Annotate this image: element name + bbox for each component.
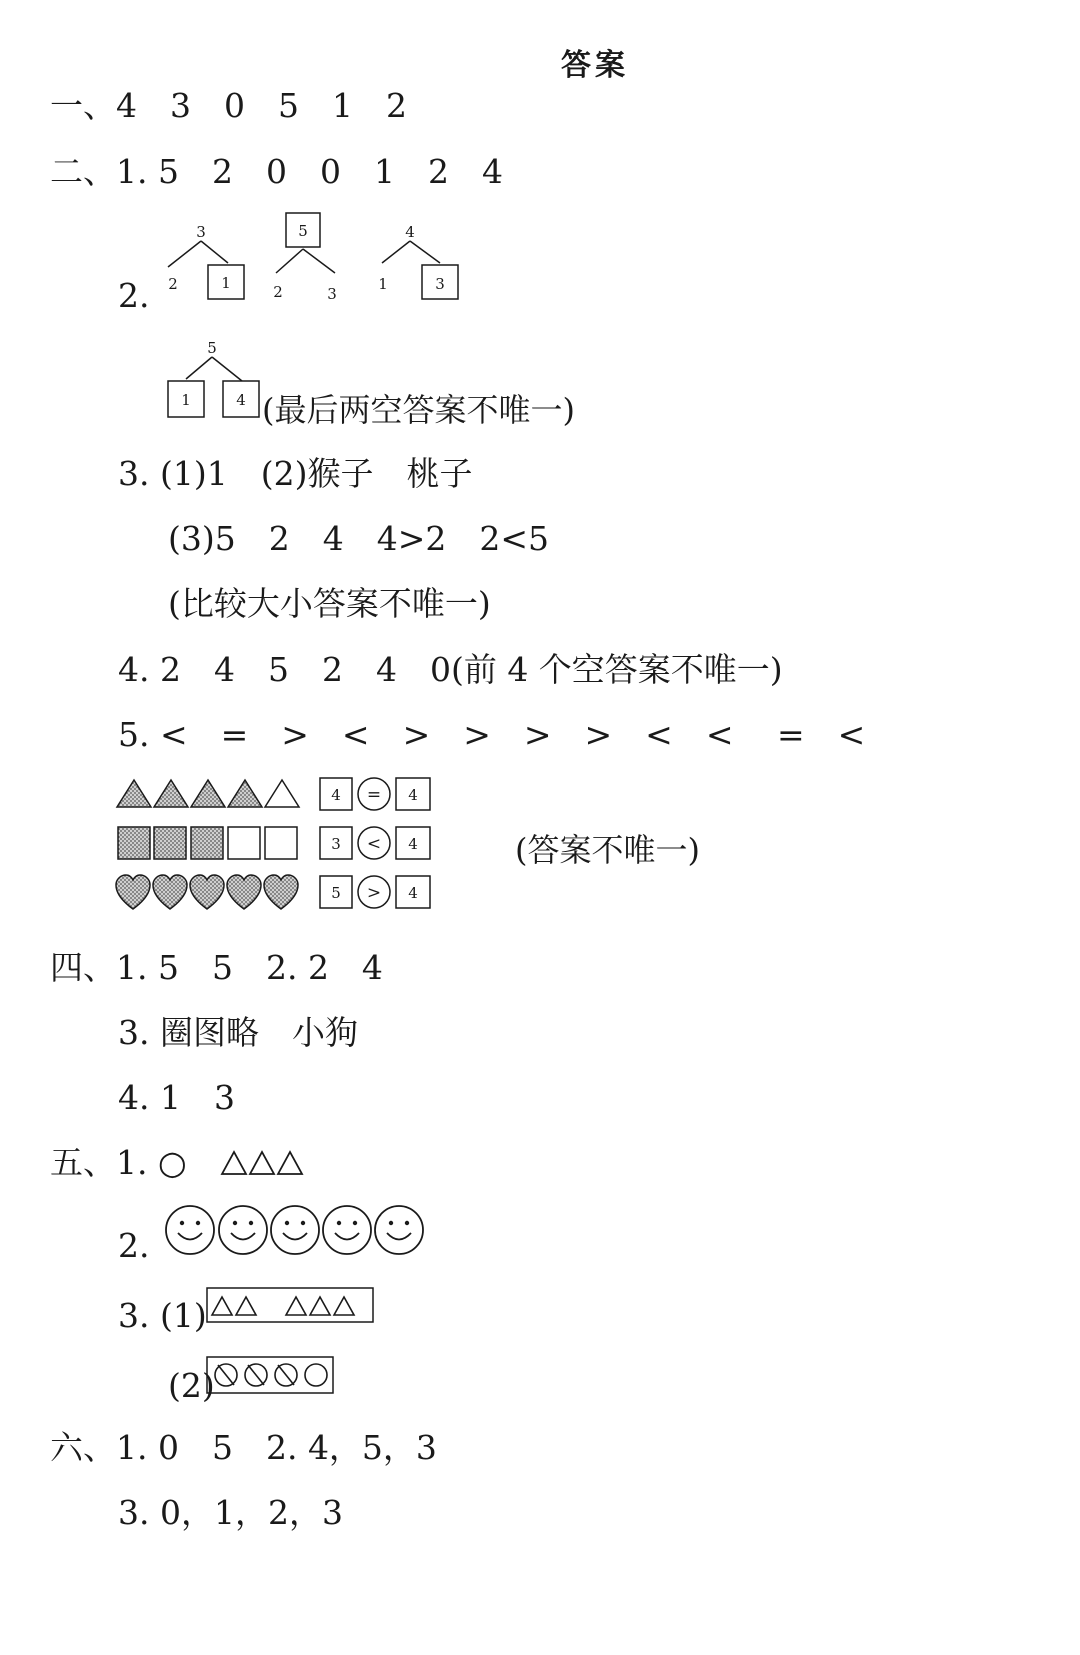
compare-right: 4 [408, 835, 418, 853]
compare-note: (答案不唯一) [515, 831, 700, 869]
section-4-q3: 3. 圈图略 小狗 [118, 1013, 358, 1052]
compare-figure [114, 772, 444, 924]
section-1-answers: 一、4 3 0 5 1 2 [50, 86, 407, 125]
tree-left: 1 [378, 275, 388, 293]
section-4-q4: 4. 1 3 [118, 1078, 235, 1117]
section-5-q3-2-label: (2) [168, 1366, 215, 1405]
tree-right: 3 [435, 275, 445, 293]
triangle-group-box [206, 1287, 376, 1329]
compare-left: 5 [331, 884, 341, 902]
compare-row-3 [320, 876, 430, 908]
tree-right: 3 [327, 285, 337, 303]
crossed-circles-box [206, 1356, 336, 1400]
compare-sign: > [366, 883, 382, 903]
number-tree-1 [168, 223, 244, 299]
compare-row-2 [320, 827, 430, 859]
tree-left: 2 [273, 283, 283, 301]
heart-row [116, 875, 298, 909]
smiley-row [164, 1202, 426, 1262]
tree-top: 5 [207, 339, 217, 357]
compare-right: 4 [408, 786, 418, 804]
q2-note: (最后两空答案不唯一) [262, 391, 575, 429]
section-2-q5: 5. < = > < > > > > < < = < [118, 715, 866, 754]
section-6-q3: 3. 0，1，2，3 [118, 1493, 343, 1532]
tree-left: 1 [181, 391, 191, 409]
triangle-row [117, 780, 299, 807]
tree-top: 5 [298, 222, 308, 240]
section-5-q1: 五、1. ○ [50, 1143, 187, 1182]
section-5-q3-label: 3. (1) [118, 1296, 207, 1335]
section-2-q3-a: 3. (1)1 (2)猴子 桃子 [118, 454, 473, 493]
number-tree-4 [160, 335, 270, 429]
section-2-q4: 4. 2 4 5 2 4 0(前 4 个空答案不唯一) [118, 650, 783, 689]
tree-top: 4 [405, 223, 415, 241]
section-5-q2-label: 2. [118, 1226, 150, 1265]
section-2-q3-b: (3)5 2 4 4>2 2<5 [168, 519, 550, 558]
tree-right: 1 [221, 274, 231, 292]
number-tree-2 [273, 213, 337, 303]
page-title: 答案 [561, 48, 629, 83]
section-6-q1: 六、1. 0 5 2. 4，5，3 [50, 1428, 437, 1467]
tree-top: 3 [196, 223, 206, 241]
section-4-q1: 四、1. 5 5 2. 2 4 [50, 948, 383, 987]
compare-row-1 [320, 778, 430, 810]
section-2-q1: 二、1. 5 2 0 0 1 2 4 [50, 152, 503, 191]
number-tree-3 [378, 223, 458, 299]
section-2-q3-c: (比较大小答案不唯一) [168, 584, 491, 623]
square-row [118, 827, 297, 859]
tree-left: 2 [168, 275, 178, 293]
compare-right: 4 [408, 884, 418, 902]
compare-left: 4 [331, 786, 341, 804]
compare-sign: = [366, 785, 382, 805]
triangles-three [220, 1148, 310, 1182]
section-2-q2-label: 2. [118, 276, 150, 315]
number-trees-row1 [160, 205, 480, 319]
compare-left: 3 [331, 835, 341, 853]
tree-right: 4 [236, 391, 246, 409]
compare-sign: < [366, 834, 382, 854]
